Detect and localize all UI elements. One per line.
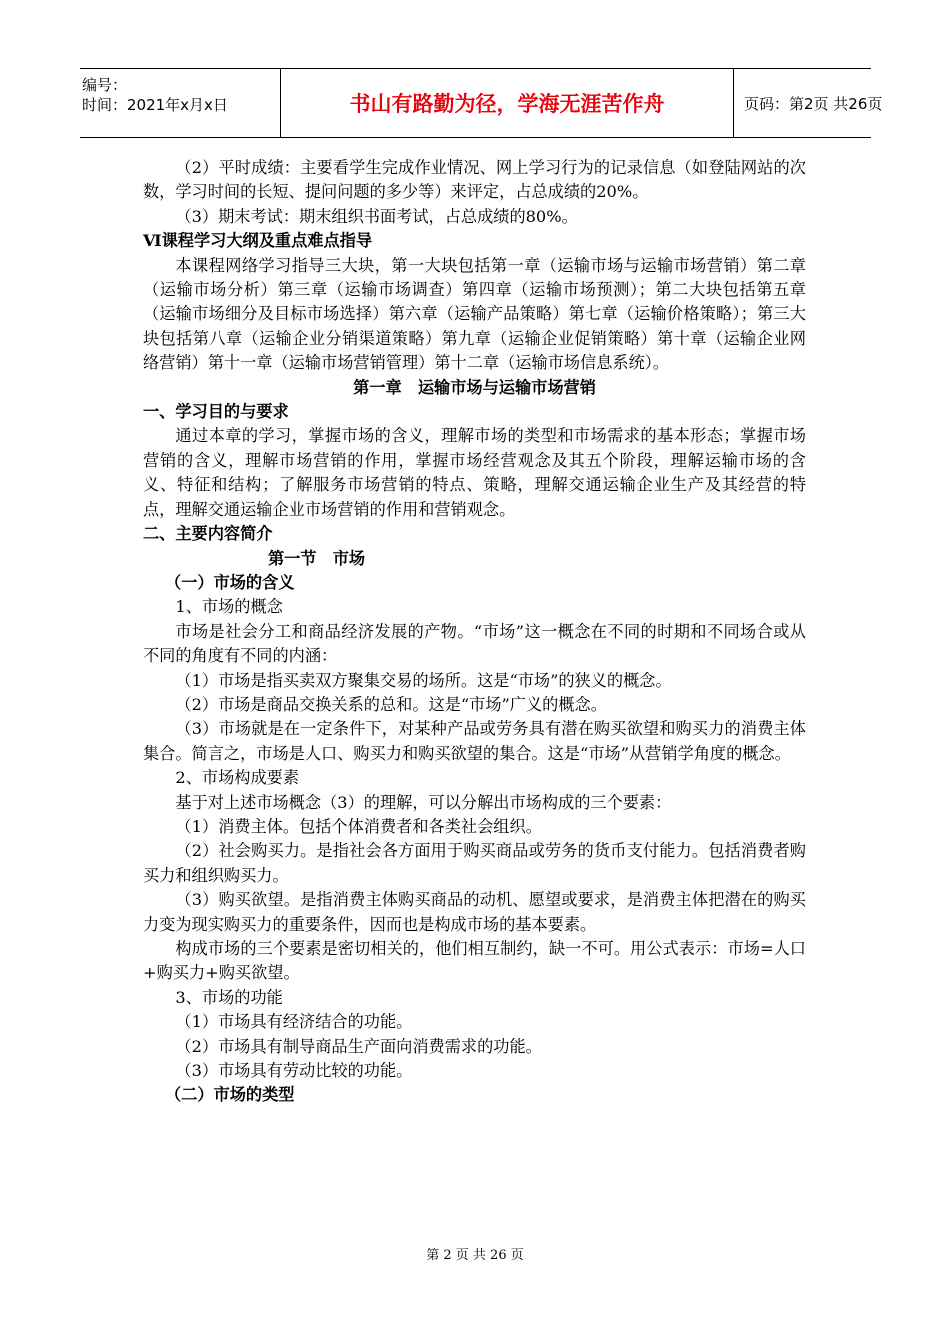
- page-footer: 第 2 页 共 26 页: [426, 1248, 524, 1263]
- subsection-heading: （二）市场的类型: [165, 1085, 295, 1105]
- paragraph: 市场是社会分工和商品经济发展的产物。“市场”这一概念在不同的时期和不同场合或从不同的角度有不同的内涵：: [143, 621, 806, 666]
- section-heading: Ⅵ课程学习大纲及重点难点指导: [143, 231, 373, 251]
- list-heading: 3、市场的功能: [175, 987, 283, 1007]
- paragraph: 本课程网络学习指导三大块，第一大块包括第一章（运输市场与运输市场营销）第二章（运输市场分析）第三章（运输市场调查）第四章（运输市场预测）；第二大块包括第五章（运输市场细分及目标市场选择）第六章（运输产品策略）第七章（运输价格策略）；第三大块包括第八章（运输企业分销渠道策略）第九章（运输企业促销策略）第十章（运输企业网络营销）第十一章（运输市场营销管理）第十二章（运输市场信息系统）。: [143, 255, 806, 373]
- paragraph: （3）期末考试：期末组织书面考试，占总成绩的80%。: [175, 206, 578, 226]
- document-body: [143, 156, 806, 1108]
- paragraph: 构成市场的三个要素是密切相关的，他们相互制约，缺一不可。用公式表示：市场=人口+购买力+购买欲望。: [143, 939, 806, 983]
- paragraph: （2）平时成绩：主要看学生完成作业情况、网上学习行为的记录信息（如登陆网站的次数，学习时间的长短、提问问题的多少等）来评定，占总成绩的20%。: [143, 158, 806, 202]
- section-heading: 二、主要内容简介: [143, 524, 273, 544]
- paragraph: （1）消费主体。包括个体消费者和各类社会组织。: [175, 816, 542, 836]
- paragraph: 基于对上述市场概念（3）的理解，可以分解出市场构成的三个要素：: [175, 792, 672, 812]
- header-page-info: 页码：第2页 共26页: [744, 94, 883, 113]
- paragraph: （1）市场是指买卖双方聚集交易的场所。这是“市场”的狭义的概念。: [175, 670, 672, 690]
- time-label: 时间：2021年x月x日: [82, 96, 228, 114]
- subsection-heading: （一）市场的含义: [165, 572, 295, 592]
- chapter-title: 第一章 运输市场与运输市场营销: [353, 377, 596, 397]
- list-heading: 1、市场的概念: [175, 597, 283, 617]
- serial-label: 编号：: [82, 76, 128, 94]
- paragraph: （2）社会购买力。是指社会各方面用于购买商品或劳务的货币支付能力。包括消费者购买力和组织购买力。: [143, 841, 806, 885]
- list-heading: 2、市场构成要素: [175, 768, 300, 788]
- header-meta-cell: [80, 69, 281, 137]
- paragraph: （2）市场是商品交换关系的总和。这是“市场”广义的概念。: [175, 694, 607, 714]
- paragraph: （3）购买欲望。是指消费主体购买商品的动机、愿望或要求，是消费主体把潜在的购买力变为现实购买力的重要条件，因而也是构成市场的基本要素。: [143, 890, 806, 934]
- page-header: [80, 68, 883, 138]
- paragraph: （2）市场具有制导商品生产面向消费需求的功能。: [175, 1036, 542, 1056]
- section-title: 第一节 市场: [268, 548, 366, 568]
- paragraph: （3）市场具有劳动比较的功能。: [175, 1061, 413, 1081]
- section-heading: 一、学习目的与要求: [143, 402, 289, 422]
- paragraph: 通过本章的学习，掌握市场的含义，理解市场的类型和市场需求的基本形态；掌握市场营销的含义，理解市场营销的作用，掌握市场经营观念及其五个阶段，理解运输市场的含义、特征和结构；了解服务市场营销的特点、策略，理解交通运输企业生产及其经营的特点，理解交通运输企业市场营销的作用和营销观念。: [143, 426, 806, 519]
- paragraph: （3）市场就是在一定条件下，对某种产品或劳务具有潜在购买欲望和购买力的消费主体集合。简言之，市场是人口、购买力和购买欲望的集合。这是“市场”从营销学角度的概念。: [143, 719, 806, 763]
- paragraph: （1）市场具有经济结合的功能。: [175, 1012, 413, 1032]
- header-motto: 书山有路勤为径，学海无涯苦作舟: [281, 69, 734, 137]
